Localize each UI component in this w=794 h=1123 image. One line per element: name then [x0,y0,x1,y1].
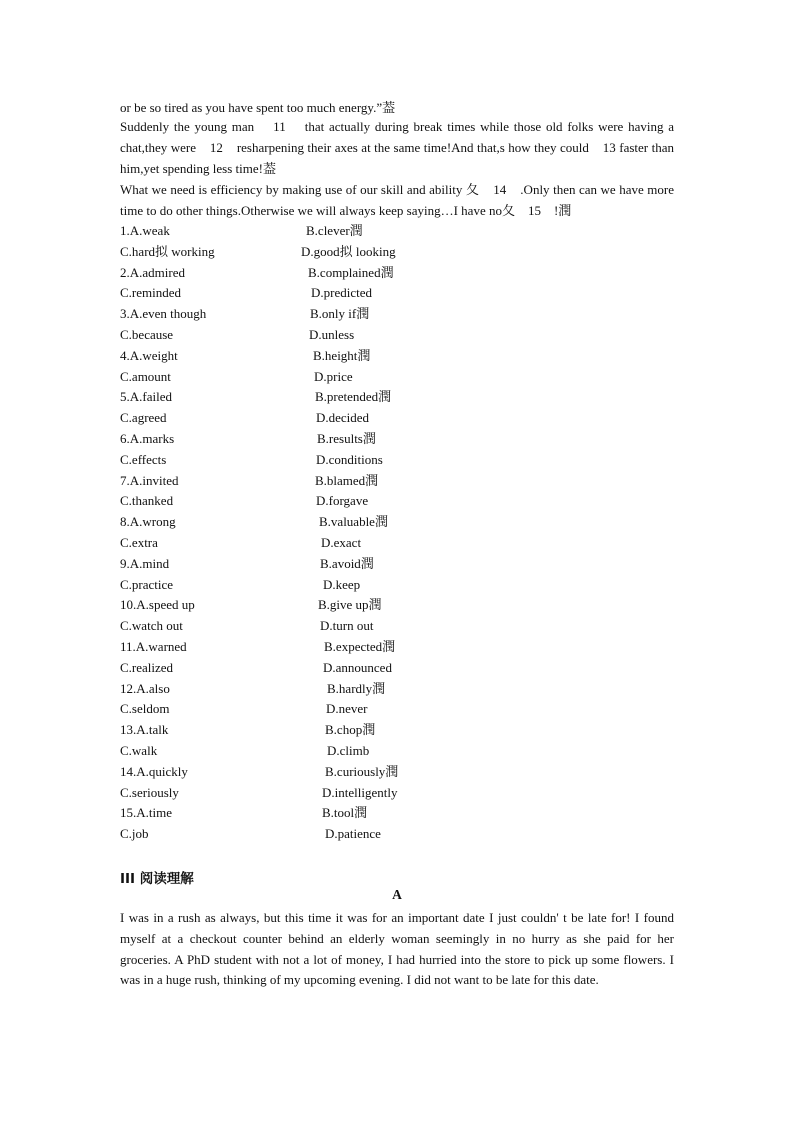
option-c: C.effects [120,451,167,467]
option-d: D.climb [327,743,370,758]
option-c: C.seriously [120,784,179,800]
passage-paragraph-2: Suddenly the young man 11 that actually during break times while those old folks were having a chat,they were 12 resharpening their axes at the same time!And that,s how they could 13 faster than him,yet spending less time!葢 [120,119,674,176]
option-c: C.agreed [120,410,167,426]
option-d: D.unless [309,327,355,342]
option-d: D.forgave [316,493,369,509]
option-a: 13.A.talk [120,722,169,738]
option-a: 3.A.even though [120,306,207,322]
option-b: B.blamed潤 [315,472,379,488]
option-d: D.predicted [311,285,373,301]
reading-paragraph: I was in a rush as always, but this time it was for an important date I just couldn' t be late for! I found myself at a checkout counter behind an elderly woman seemingly in no hurry as she paid for her groceries. A PhD student with not a lot of money, I had hurried into the store to pick up some flowers. I was in a huge rush, thinking of my upcoming evening. I did not want to be late for this date. [120,910,674,988]
option-b: B.valuable潤 [319,514,388,530]
option-a: 12.A.also [120,680,170,696]
option-b: B.height潤 [313,347,371,363]
option-a: 8.A.wrong [120,514,176,530]
option-a: 7.A.invited [120,472,179,488]
option-d: D.decided [316,410,370,426]
option-d: D.price [314,368,353,384]
passage-paragraph-3: What we need is efficiency by making use of our skill and ability 夂 14 .Only then can we have more time to do other things.Otherwise we will always keep saying…I have no夂 15 !潤 [120,182,674,218]
option-b: B.avoid潤 [320,555,374,571]
option-d: D.turn out [320,618,374,634]
option-a: 4.A.weight [120,347,178,363]
option-a: 11.A.warned [120,639,187,654]
option-d: D.intelligently [322,784,398,800]
option-b: B.clever潤 [306,223,363,238]
option-a: 9.A.mind [120,555,170,571]
option-d: D.conditions [316,451,383,467]
option-b: B.curiously潤 [325,763,399,779]
option-b: B.pretended潤 [315,389,392,405]
section-heading: III 阅读理解 [120,871,194,887]
option-c: C.realized [120,659,174,675]
option-b: B.chop潤 [325,722,376,738]
option-c: C.hard拟 working [120,243,215,259]
option-c: C.extra [120,535,158,550]
option-a: 10.A.speed up [120,597,195,613]
passage-label: A [392,887,402,902]
option-d: D.announced [323,659,392,675]
option-c: C.job [120,826,149,842]
option-b: B.results潤 [317,431,376,446]
option-b: B.hardly潤 [327,680,386,696]
option-a: 1.A.weak [120,223,170,238]
option-d: D.exact [321,535,362,550]
option-c: C.walk [120,743,158,758]
option-a: 6.A.marks [120,431,175,446]
option-c: C.seldom [120,701,170,717]
option-c: C.amount [120,368,171,384]
option-d: D.patience [325,826,381,842]
option-c: C.practice [120,576,174,592]
option-b: B.complained潤 [308,264,394,280]
option-b: B.expected潤 [324,639,396,654]
passage-line-1: or be so tired as you have spent too much energy.”葢 [120,100,396,115]
option-c: C.reminded [120,285,182,301]
option-a: 2.A.admired [120,264,185,280]
option-d: D.good拟 looking [301,243,396,259]
option-a: 5.A.failed [120,389,172,405]
option-d: D.never [326,701,368,717]
option-c: C.watch out [120,618,183,634]
option-b: B.tool潤 [322,805,368,821]
option-c: C.because [120,327,174,342]
option-b: B.only if潤 [310,306,370,322]
option-b: B.give up潤 [318,597,382,613]
option-c: C.thanked [120,493,174,509]
option-d: D.keep [323,576,361,592]
option-a: 15.A.time [120,805,172,821]
option-a: 14.A.quickly [120,763,188,779]
